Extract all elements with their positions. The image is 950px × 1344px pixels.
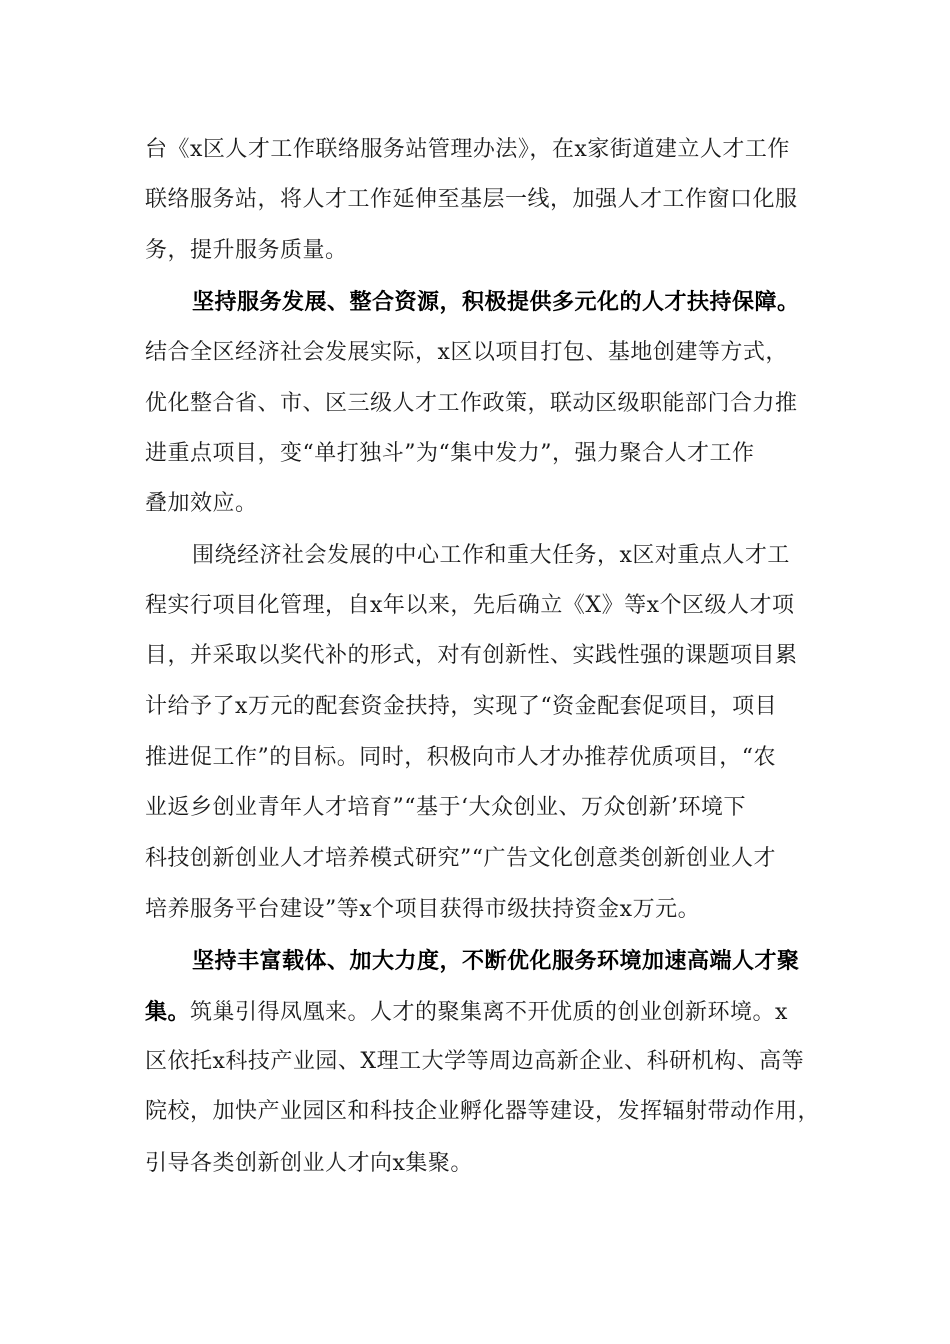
- paragraph-line: 进重点项目，变“单打独斗”为“集中发力”，强力聚合人才工作: [145, 441, 755, 466]
- paragraph-line: 结合全区经济社会发展实际，x区以项目打包、基地创建等方式，: [145, 340, 788, 365]
- paragraph-line: 推进促工作”的目标。同时，积极向市人才办推荐优质项目，“农: [145, 745, 776, 770]
- paragraph-line: 培养服务平台建设”等x个项目获得市级扶持资金x万元。: [145, 897, 701, 922]
- paragraph-line: 叠加效应。: [145, 491, 258, 516]
- paragraph-line: 引导各类创新创业人才向x集聚。: [145, 1151, 473, 1176]
- paragraph-line: 台《x区人才工作联络服务站管理办法》，在x家街道建立人才工作: [145, 137, 790, 162]
- paragraph-line: 业返乡创业青年人才培育”“基于‘大众创业、万众创新’环境下: [145, 795, 746, 820]
- paragraph-line: 科技创新创业人才培养模式研究”“广告文化创意类创新创业人才: [145, 846, 776, 871]
- section-heading-end: 集。: [145, 999, 191, 1025]
- paragraph-line: 计给予了x万元的配套资金扶持，实现了“资金配套促项目，项目: [145, 694, 778, 719]
- section-heading: 坚持丰富载体、加大力度，不断优化服务环境加速高端人才聚: [192, 948, 800, 974]
- paragraph-text: 筑巢引得凤凰来。人才的聚集离不开优质的创业创新环境。x: [190, 1000, 788, 1025]
- paragraph-line: 务，提升服务质量。: [145, 238, 348, 263]
- paragraph-line: 目，并采取以奖代补的形式，对有创新性、实践性强的课题项目累: [145, 643, 798, 668]
- paragraph-line: [145, 997, 825, 1028]
- paragraph-line: 围绕经济社会发展的中心工作和重大任务，x区对重点人才工: [192, 543, 790, 568]
- paragraph-line: 联络服务站，将人才工作延伸至基层一线，加强人才工作窗口化服: [145, 187, 798, 212]
- section-heading: 坚持服务发展、整合资源，积极提供多元化的人才扶持保障。: [192, 289, 800, 315]
- paragraph-line: 区依托x科技产业园、X理工大学等周边高新企业、科研机构、高等: [145, 1049, 805, 1074]
- paragraph-line: 院校，加快产业园区和科技企业孵化器等建设，发挥辐射带动作用，: [145, 1099, 821, 1124]
- paragraph-line: 程实行项目化管理，自x年以来，先后确立《X》等x个区级人才项: [145, 593, 795, 618]
- paragraph-line: 优化整合省、市、区三级人才工作政策，联动区级职能部门合力推: [145, 391, 798, 416]
